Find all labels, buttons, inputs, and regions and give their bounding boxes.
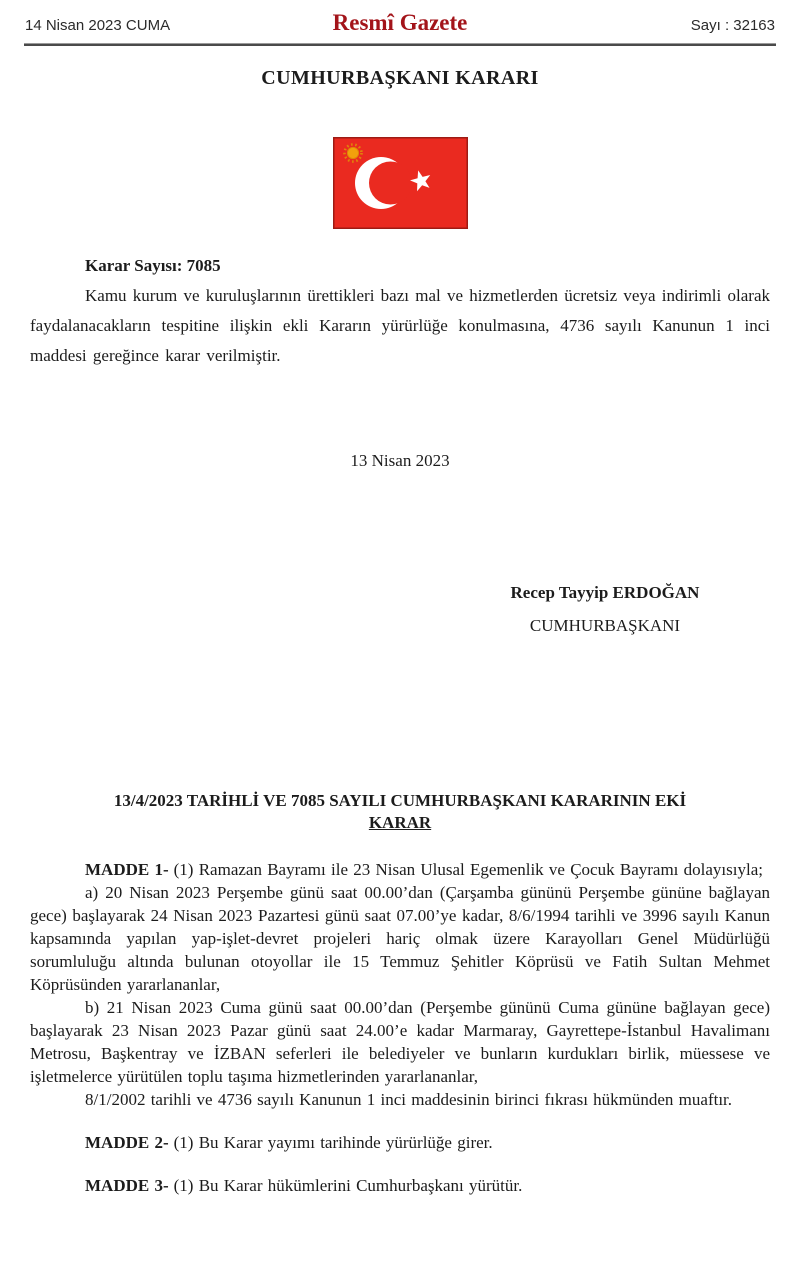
article-3-label: MADDE 3-	[85, 1176, 169, 1195]
article-3-text: (1) Bu Karar hükümlerini Cumhurbaşkanı yürütür.	[173, 1176, 523, 1195]
article-1-closing: 8/1/2002 tarihli ve 4736 sayılı Kanunun 1 inci maddesinin birinci fıkrası hükmünden muaftır.	[85, 1090, 733, 1109]
annex-title-line1: 13/4/2023 TARİHLİ VE 7085 SAYILI CUMHURBAŞKANI KARARININ EKİ	[113, 791, 687, 810]
article-2-label: MADDE 2-	[85, 1133, 169, 1152]
article-2-text: (1) Bu Karar yayımı tarihinde yürürlüğe girer.	[173, 1133, 493, 1152]
decree-body-paragraph: Kamu kurum ve kuruluşlarının ürettikleri bazı mal ve hizmetlerden ücretsiz veya indirimli olarak faydalanacakların tespitine ilişkin ekli Kararın yürürlüğe konulmasına, 4736 sayılı Kanunun 1 inci maddesi gereğince karar verilmiştir.	[30, 286, 770, 365]
signer-name: Recep Tayyip ERDOĞAN	[510, 583, 700, 602]
annex-title-line2: KARAR	[368, 813, 432, 832]
annex-title	[40, 790, 760, 834]
decree-number: Karar Sayısı: 7085	[85, 256, 221, 275]
turkish-flag-icon	[333, 137, 468, 229]
article-3	[30, 1174, 770, 1197]
signer-title: CUMHURBAŞKANI	[529, 616, 681, 635]
masthead-issue-number: Sayı : 32163	[690, 17, 775, 34]
masthead-date: 14 Nisan 2023 CUMA	[25, 17, 171, 34]
article-1-intro	[30, 858, 770, 881]
article-2	[30, 1131, 770, 1154]
masthead-divider	[24, 43, 776, 46]
decree-date: 13 Nisan 2023	[350, 451, 450, 470]
masthead-title: Resmî Gazete	[332, 10, 468, 35]
article-1-label: MADDE 1-	[85, 860, 169, 879]
article-1-item-a: a) 20 Nisan 2023 Perşembe günü saat 00.00’dan (Çarşamba gününü Perşembe gününe bağlayan gece) başlayarak 24 Nisan 2023 Pazartesi günü saat 07.00’ye kadar, 8/6/1994 tarihli ve 3996 sayılı Kanun kapsamında yapılan yap-işlet-devret projeleri hariç olmak üzere Karayolları Genel Müdürlüğü sorumluluğu altında bulunan otoyollar ile 15 Temmuz Şehitler Köprüsü ve Fatih Sultan Mehmet Köprüsünden yararlananlar,	[30, 883, 770, 994]
article-1-intro-text: (1) Ramazan Bayramı ile 23 Nisan Ulusal Egemenlik ve Çocuk Bayramı dolayısıyla;	[173, 860, 763, 879]
article-1-item-b: b) 21 Nisan 2023 Cuma günü saat 00.00’dan (Perşembe gününü Cuma gününe bağlayan gece) başlayarak 23 Nisan 2023 Pazar günü saat 24.00’e kadar Marmaray, Gayrettepe-İstanbul Havalimanı Metrosu, Başkentray ve İZBAN seferleri ile belediyeler ve bunların kurdukları birlik, müessese ve işletmelerce yürütülen toplu taşıma hizmetlerinden yararlananlar,	[30, 998, 770, 1086]
signature-block	[435, 576, 775, 642]
decree-heading: CUMHURBAŞKANI KARARI	[261, 67, 539, 89]
masthead	[0, 0, 800, 36]
